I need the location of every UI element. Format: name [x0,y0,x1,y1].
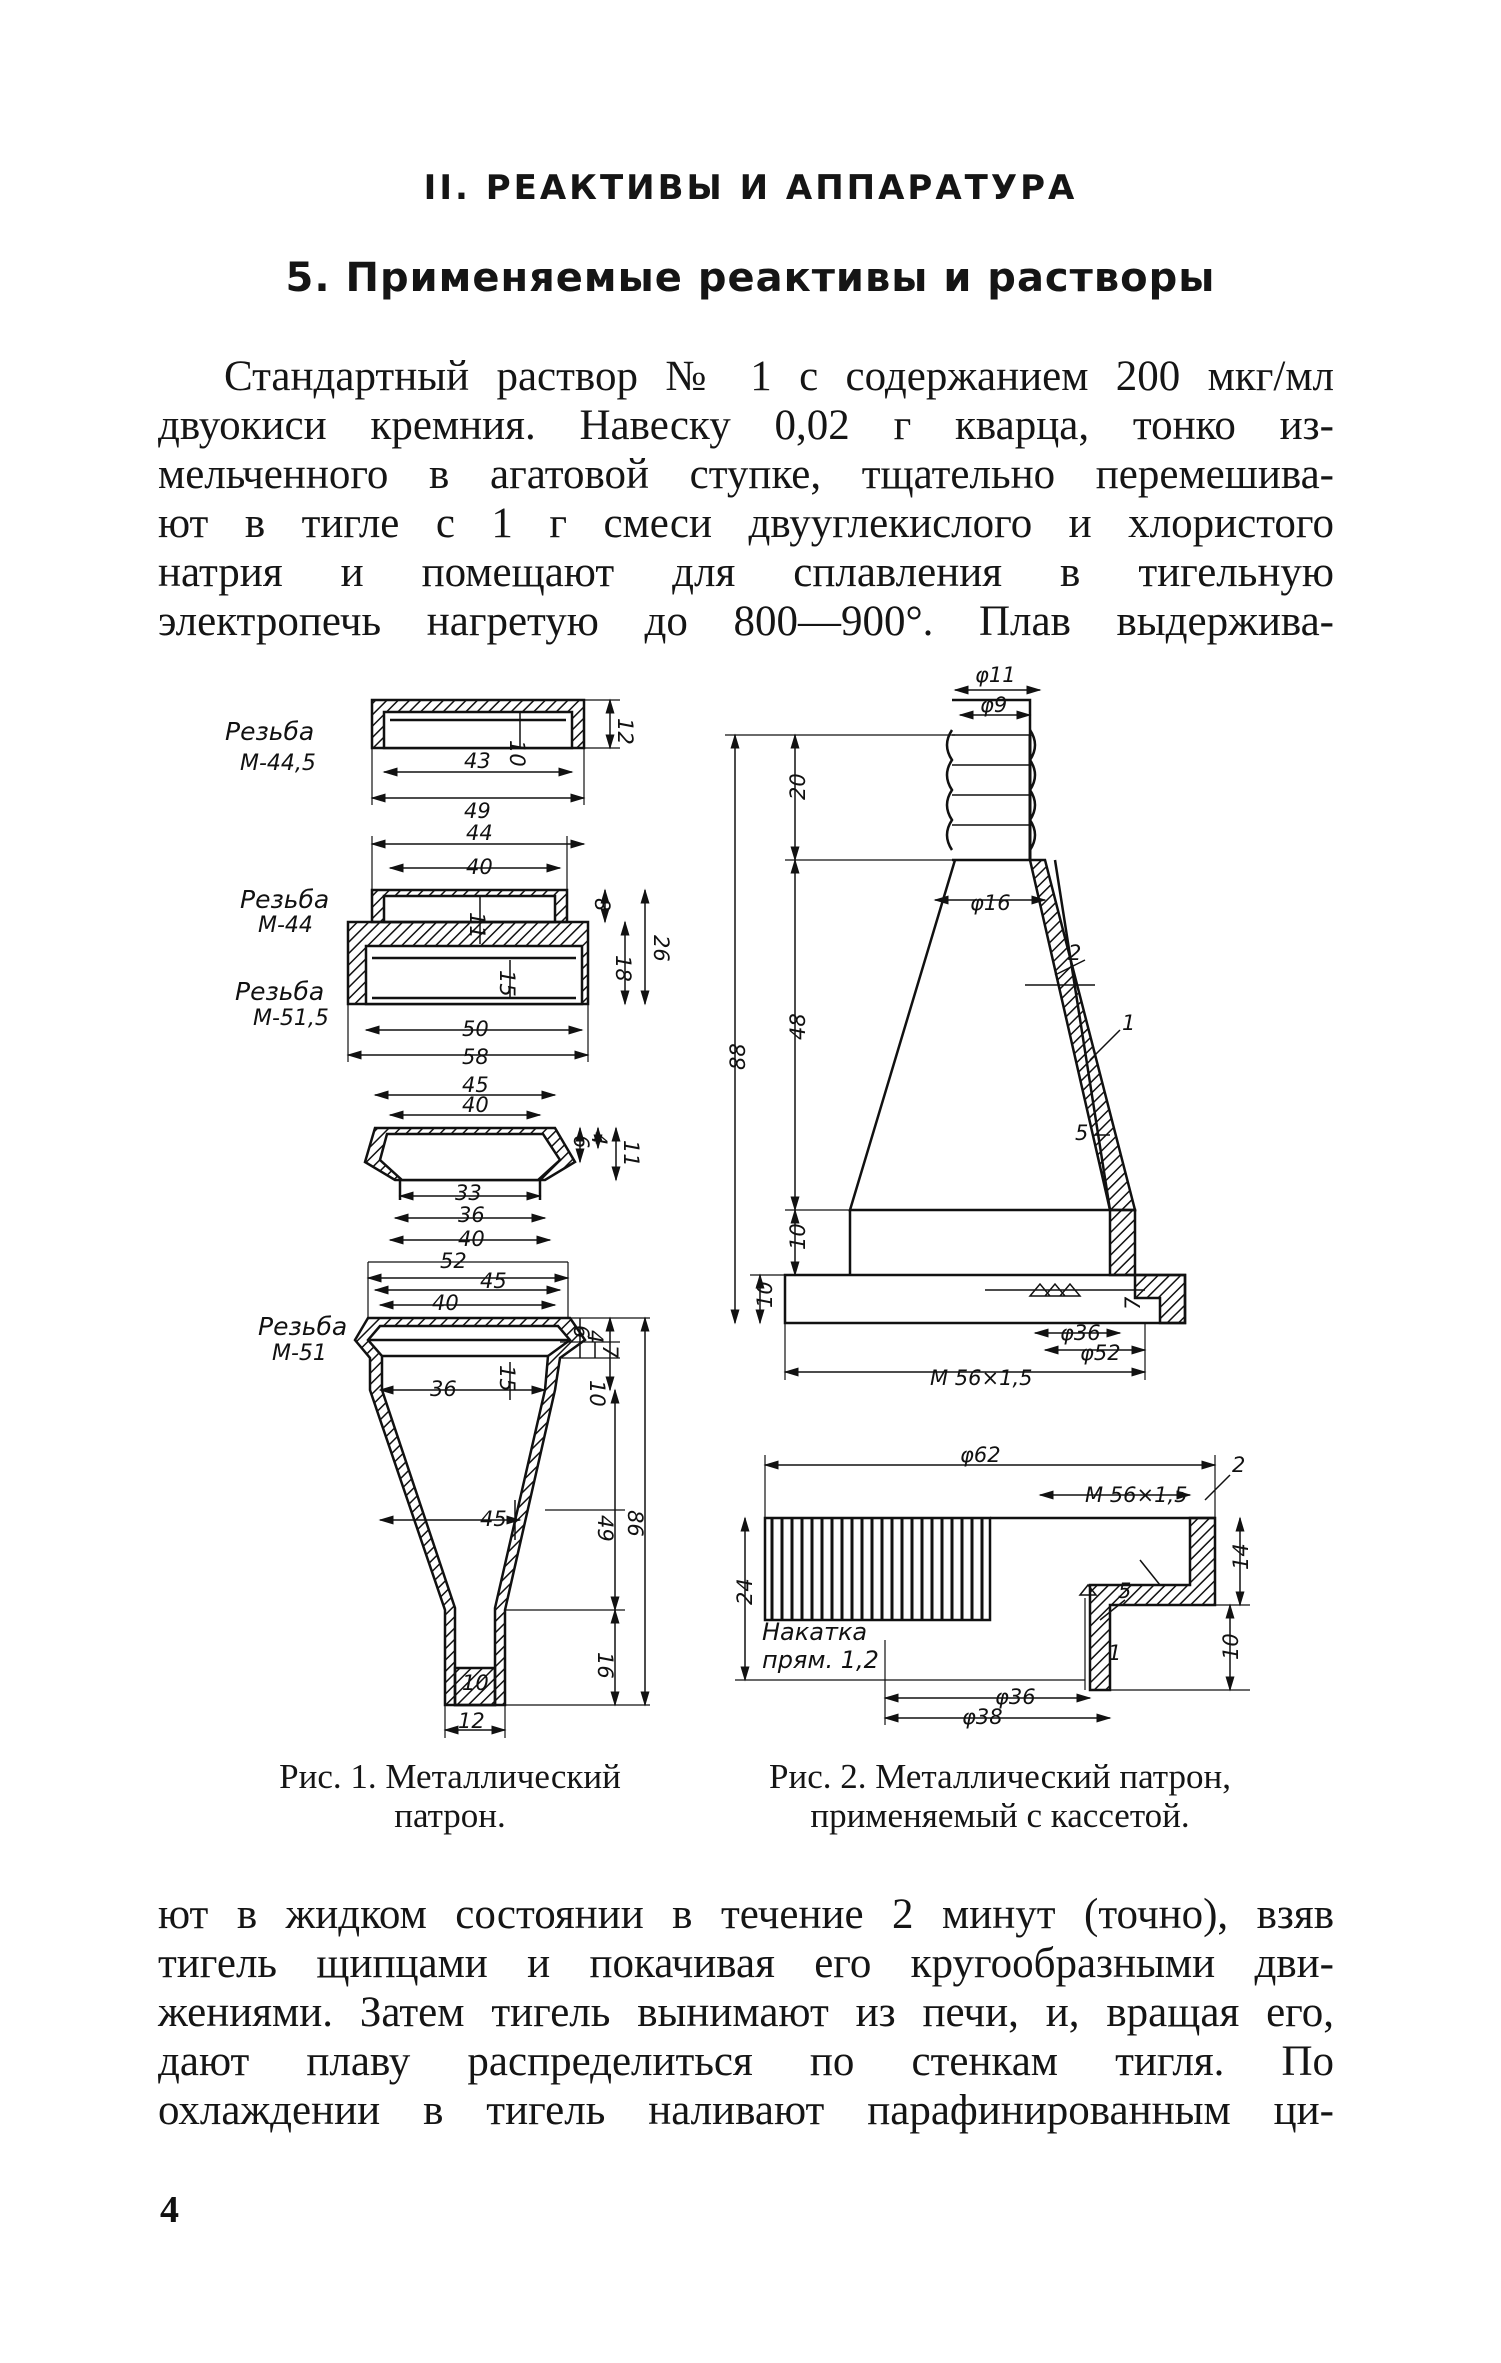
text-line: дают плаву распределиться по стенкам тигля. По [158,2038,1334,2085]
dim-label: 4 [583,1330,607,1344]
dim-label: 6 [569,1135,593,1149]
text-line: ют в жидком состоянии в течение 2 минут (точно), взяв [158,1891,1334,1938]
dim-label: 18 [611,955,635,982]
fig1-thread-size: М-44,5 [240,751,316,776]
dim-label: φ62 [960,1443,1001,1467]
dim-label: φ38 [962,1705,1003,1729]
dim-label: 1 [1108,1641,1122,1665]
dim-label: 45 [480,1269,507,1293]
dim-label: 10 [505,740,529,767]
text-line: Стандартный раствор № 1 с содержанием 200 мкг/мл [224,353,1334,400]
text-line: натрия и помещают для сплавления в тигельную [158,549,1334,596]
dim-label: 8 [590,898,614,912]
caption-line: применяемый с кассетой. [810,1796,1190,1835]
dim-label: 2 [1068,941,1082,965]
dim-label: 40 [462,1093,489,1117]
dim-label: φ52 [1080,1341,1121,1365]
fig1-thread-label: Резьба [225,717,315,746]
dim-label: 52 [440,1249,467,1273]
dim-label: 36 [458,1203,485,1227]
dim-label: 11 [465,912,489,939]
page-number: 4 [160,2189,179,2231]
dim-label: 40 [432,1291,459,1315]
fig1-part-cap [372,700,620,805]
caption-line: Рис. 1. Металлический [279,1757,621,1796]
dim-label: φ36 [1060,1321,1101,1345]
text-line: жениями. Затем тигель вынимают из печи, и, вращая его, [158,1989,1334,2036]
text-line: электропечь нагретую до 800—900°. Плав выдержива- [158,598,1334,645]
fig1-part-ring [348,836,645,1062]
dim-label: 7 [1121,1296,1145,1310]
section-title: II. РЕАКТИВЫ И АППАРАТУРА [423,168,1078,208]
caption-line: Рис. 2. Металлический патрон, [769,1757,1231,1796]
dim-label: 4 [587,1132,611,1146]
dim-label: φ9 [980,693,1008,717]
paragraph-continued [158,1890,1334,2135]
dim-label: 49 [464,799,491,823]
dim-label: 40 [466,855,493,879]
dim-label: φ16 [970,891,1011,915]
dim-label: 15 [495,1365,519,1392]
fig1-thread-label: Резьба [258,1312,348,1341]
dim-label: 10 [585,1380,609,1407]
fig2-cone [850,860,1135,1275]
dim-label: 12 [613,718,637,745]
text-line: тигель щипцами и покачивая его кругообразными дви- [158,1940,1334,1987]
dim-label: 15 [495,970,519,997]
fig1-thread-size: М-51,5 [253,1006,329,1031]
figure-2-caption [720,1757,1280,1835]
dim-label: 48 [786,1013,810,1040]
dim-label: 24 [733,1578,757,1605]
dim-label: 36 [430,1377,457,1401]
figure-2-cartridge [725,690,1250,1725]
dim-label: 5 [1118,1579,1132,1603]
dim-label: 33 [455,1181,482,1205]
dim-label: М 56×1,5 [1085,1483,1188,1507]
dim-label: 7 [598,1345,622,1359]
dim-label: 6 [569,1325,593,1339]
dim-label: 10 [786,1223,810,1250]
dim-label: 88 [726,1043,750,1070]
dim-label: φ36 [995,1685,1036,1709]
dim-label: 14 [1229,1543,1253,1570]
dim-label: 10 [753,1281,777,1308]
text-line: ют в тигле с 1 г смеси двууглекислого и хлористого [158,500,1334,547]
fig1-thread-label: Резьба [235,977,325,1006]
subsection-title: 5. Применяемые реактивы и растворы [285,255,1216,301]
knurling-label: прям. 1,2 [762,1646,879,1674]
dim-label: 5 [1075,1121,1089,1145]
knurling-label: Накатка [762,1618,868,1646]
figure-1-cartridge [348,700,650,1738]
fig2-base [785,1210,1185,1380]
figure-1-caption [225,1757,675,1835]
dim-label: 50 [462,1017,489,1041]
dim-label: 44 [466,821,493,845]
fig1-thread-size: М-51 [272,1341,327,1366]
dim-label: φ11 [975,663,1016,687]
dim-label: 58 [462,1045,489,1069]
dim-label: 1 [1122,1011,1136,1035]
text-line: мельченного в агатовой ступке, тщательно перемешива- [158,451,1334,498]
dim-label: 10 [462,1671,489,1695]
dim-label: 49 [593,1515,617,1542]
dim-label: М 56×1,5 [930,1366,1033,1390]
fig1-part-adapter [365,1095,616,1240]
dim-label: 16 [593,1652,617,1679]
dim-label: 11 [619,1140,643,1167]
fig1-thread-label: Резьба [240,885,330,914]
fig1-thread-size: М-44 [258,913,313,938]
dim-label: 86 [623,1510,647,1537]
fig2-dimension-lines [725,735,1120,1323]
dim-label: 10 [1219,1633,1243,1660]
caption-line: патрон. [394,1796,506,1835]
text-line: охлаждении в тигель наливают парафинированным ци- [158,2087,1334,2134]
dim-label: 45 [462,1073,489,1097]
dim-label: 43 [464,749,491,773]
dim-label: 12 [458,1709,485,1733]
text-line: двуокиси кремния. Навеску 0,02 г кварца, тонко из- [158,402,1334,449]
dim-label: 26 [649,935,673,962]
dim-label: 2 [1232,1453,1246,1477]
dim-label: 40 [458,1227,485,1251]
dim-label: 45 [480,1507,507,1531]
dim-label: 20 [786,773,810,800]
figure-1-labels [225,717,347,1366]
